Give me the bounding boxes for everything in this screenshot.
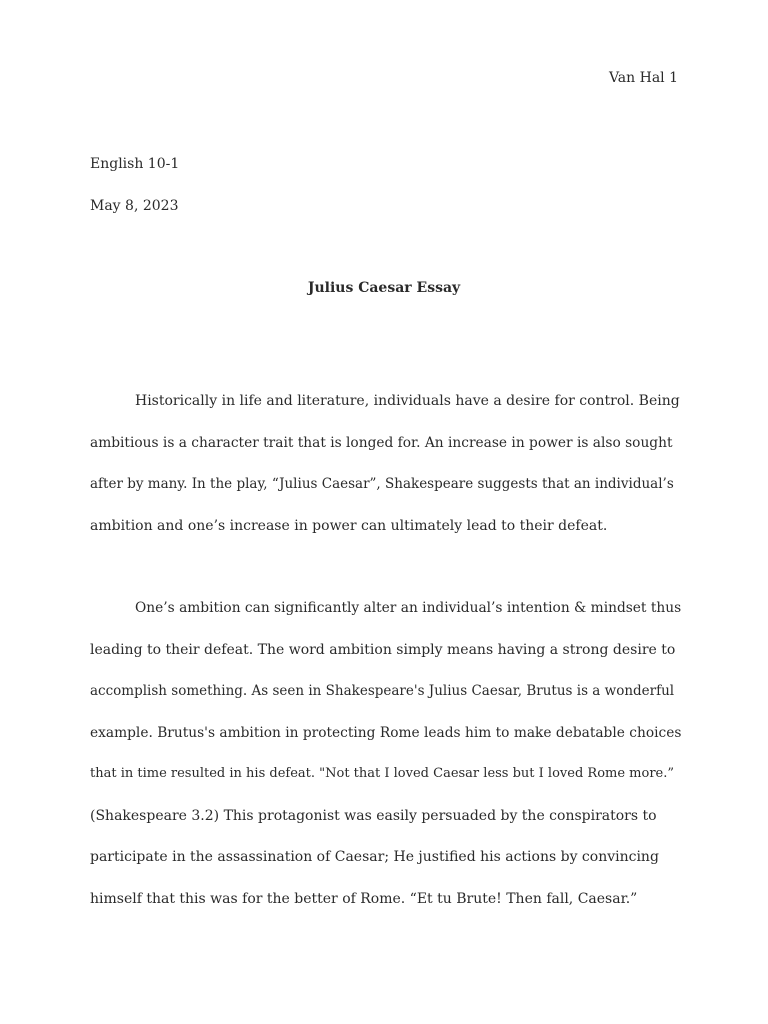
essay-title: Julius Caesar Essay <box>307 280 461 296</box>
running-head: Van Hal 1 <box>608 70 678 86</box>
paragraph-line: One’s ambition can significantly alter an individual’s intention & mindset thus <box>135 600 682 616</box>
paragraph-line: after by many. In the play, “Julius Caesar”, Shakespeare suggests that an individual’s <box>90 476 674 492</box>
paragraph-intro <box>90 391 680 557</box>
paragraph-line: himself that this was for the better of Rome. “Et tu Brute! Then fall, Caesar.” <box>90 890 638 907</box>
paragraph-line: participate in the assassination of Caesar; He justified his actions by convincing <box>90 849 659 865</box>
course-name: English 10-1 <box>90 156 180 172</box>
paragraph-line: leading to their defeat. The word ambition simply means having a strong desire to <box>90 641 676 658</box>
paragraph-line: ambitious is a character trait that is longed for. An increase in power is also sought <box>90 434 673 451</box>
essay-date: May 8, 2023 <box>90 198 179 214</box>
paragraph-line: Historically in life and literature, individuals have a desire for control. Being <box>135 393 680 409</box>
paragraph-line: that in time resulted in his defeat. "Not that I loved Caesar less but I loved Rome more.” <box>90 766 675 781</box>
paragraph-line: example. Brutus's ambition in protecting Rome leads him to make debatable choices <box>90 724 682 741</box>
paragraph-line: accomplish something. As seen in Shakespeare's Julius Caesar, Brutus is a wonderful <box>90 683 675 699</box>
paragraph-line: ambition and one’s increase in power can ultimately lead to their defeat. <box>90 517 608 534</box>
paragraph-line: (Shakespeare 3.2) This protagonist was easily persuaded by the conspirators to <box>90 807 657 824</box>
paragraph-body <box>90 598 680 930</box>
